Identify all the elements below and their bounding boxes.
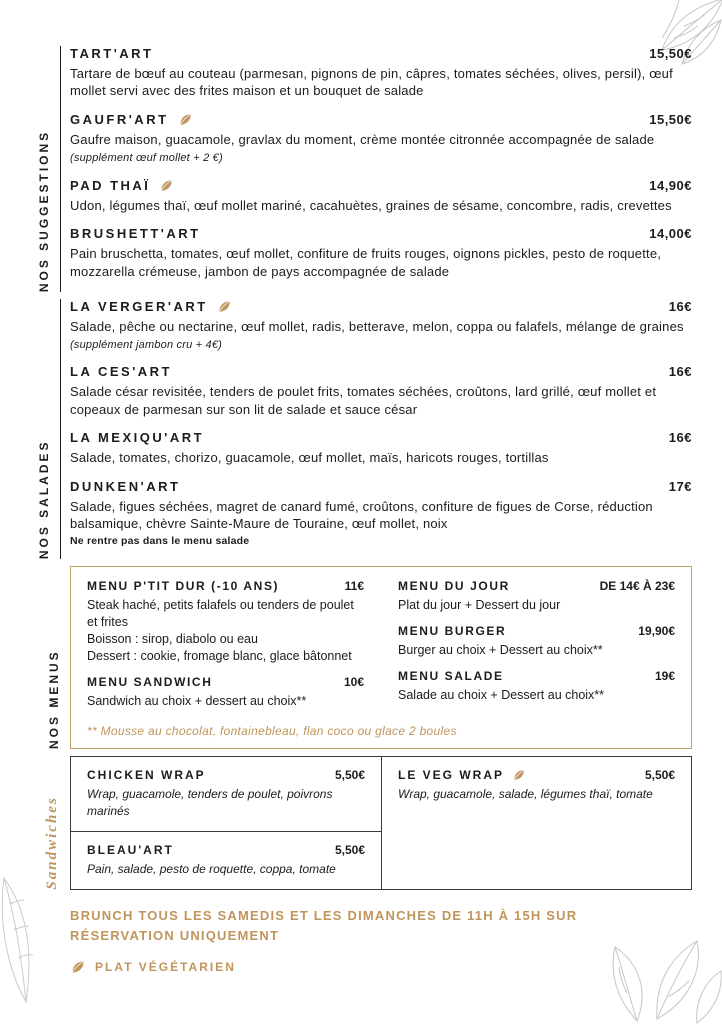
dish-name: DUNKEN'ART <box>70 478 181 494</box>
menu-item <box>70 479 692 548</box>
dish-description: Salade, figues séchées, magret de canard fumé, croûtons, confiture de figues de Corse, réduction balsamique, chèvre Sainte-Maure de Touraine, œuf mollet, noix <box>70 498 653 531</box>
dish-name: BLEAU'ART <box>87 842 174 857</box>
menu-item <box>70 112 692 166</box>
dish-description: Salade, tomates, chorizo, guacamole, œuf mollet, maïs, haricots rouges, tortillas <box>70 450 549 466</box>
formula-name: MENU P'TIT DUR (-10 ANS) <box>87 579 280 594</box>
menu-formula <box>398 579 675 614</box>
supplement-note: (supplément œuf mollet + 2 €) <box>70 152 223 165</box>
dish-name: PAD THAÏ <box>70 177 151 193</box>
dish-price: 16€ <box>668 430 692 446</box>
formula-line: Salade au choix + Dessert au choix** <box>398 688 605 703</box>
menu-item <box>70 430 692 466</box>
section-label-sandwiches: Sandwiches <box>44 796 60 890</box>
suggestions-gutter <box>0 46 70 292</box>
vegetarian-leaf-icon <box>178 112 193 127</box>
formula-price: 19€ <box>654 669 675 684</box>
section-rule <box>60 299 61 559</box>
vegetarian-leaf-icon <box>217 299 232 314</box>
sandwich-item <box>71 832 381 889</box>
vegetarian-leaf-icon <box>70 959 86 975</box>
sandwiches-box <box>70 756 692 890</box>
sandwich-item <box>382 757 691 814</box>
formula-price: 10€ <box>343 675 364 690</box>
dish-name: LA CES'ART <box>70 364 172 380</box>
section-suggestions <box>0 46 692 292</box>
dish-price: 16€ <box>668 299 692 315</box>
menu-item <box>70 46 692 100</box>
dish-price: 14,90€ <box>649 177 692 193</box>
menu-formula <box>87 675 364 710</box>
dish-description: Pain bruschetta, tomates, œuf mollet, confiture de fruits rouges, oignons pickles, pesto de roquette, mozzarella crémeuse, jambon de pays accompagnée de salade <box>70 246 662 279</box>
formula-price: 11€ <box>344 579 364 594</box>
dish-description: Wrap, guacamole, salade, légumes thaï, tomate <box>398 787 653 802</box>
sandwiches-right-column <box>381 757 691 889</box>
menus-left-column <box>87 579 364 720</box>
formula-name: MENU DU JOUR <box>398 579 510 594</box>
dish-name: LA MEXIQU'ART <box>70 430 205 446</box>
formula-line: Sandwich au choix + dessert au choix** <box>87 694 307 709</box>
dish-price: 16€ <box>668 364 692 380</box>
dish-description: Gaufre maison, guacamole, gravlax du moment, crème montée citronnée accompagnée de salade <box>70 131 655 147</box>
menu-item <box>70 299 692 352</box>
section-salades <box>0 299 692 559</box>
vegetarian-leaf-icon <box>512 768 526 782</box>
vegetarian-legend <box>70 959 662 975</box>
section-sandwiches <box>0 756 692 890</box>
menus-gutter <box>0 566 70 749</box>
dish-price: 14,00€ <box>649 226 692 242</box>
sandwiches-left-column <box>71 757 381 889</box>
menu-formula <box>398 624 675 659</box>
dish-price: 5,50€ <box>644 768 675 783</box>
menus-box <box>70 566 692 749</box>
dish-description: Pain, salade, pesto de roquette, coppa, tomate <box>87 861 336 876</box>
section-label-menus: NOS MENUS <box>47 649 61 750</box>
formula-name: MENU SALADE <box>398 669 504 684</box>
menu-item <box>70 226 692 280</box>
dish-name: BRUSHETT'ART <box>70 226 201 242</box>
menus-right-column <box>398 579 675 720</box>
dish-description: Udon, légumes thaï, œuf mollet mariné, cacahuètes, graines de sésame, concombre, radis, crevettes <box>70 197 672 213</box>
salade-menu-exclusion-note: Ne rentre pas dans le menu salade <box>70 535 250 548</box>
supplement-note: (supplément jambon cru + 4€) <box>70 338 223 351</box>
vegetarian-leaf-icon <box>159 178 174 193</box>
brunch-note: BRUNCH TOUS LES SAMEDIS ET LES DIMANCHES DE 11H À 15H SUR RÉSERVATION UNIQUEMENT <box>70 907 578 944</box>
formula-name: MENU BURGER <box>398 624 507 639</box>
formula-line: Steak haché, petits falafels ou tenders de poulet et frites <box>87 598 354 630</box>
dish-name: GAUFR'ART <box>70 111 169 127</box>
formula-line: Boisson : sirop, diabolo ou eau <box>87 632 258 647</box>
dish-price: 15,50€ <box>649 46 692 61</box>
dish-name: LA VERGER'ART <box>70 299 208 315</box>
footer <box>70 906 692 975</box>
menu-formula <box>398 669 675 704</box>
sandwiches-gutter <box>0 756 70 890</box>
dish-price: 5,50€ <box>334 768 365 783</box>
formula-line: Plat du jour + Dessert du jour <box>398 598 561 613</box>
legend-label: PLAT VÉGÉTARIEN <box>95 960 236 975</box>
dish-description: Salade, pêche ou nectarine, œuf mollet, radis, betterave, melon, coppa ou falafels, mélange de graines <box>70 319 684 335</box>
formula-price: DE 14€ À 23€ <box>599 579 675 594</box>
dish-name: LE VEG WRAP <box>398 768 505 783</box>
menu-formula <box>87 579 364 665</box>
menu-item <box>70 178 692 214</box>
dish-name: TART'ART <box>70 46 154 61</box>
section-label-salades: NOS SALADES <box>37 439 51 560</box>
section-label-suggestions: NOS SUGGESTIONS <box>37 129 51 293</box>
dish-price: 15,50€ <box>649 111 692 127</box>
dish-name: CHICKEN WRAP <box>87 768 206 783</box>
decorative-leaf-bottom-left-icon <box>0 874 75 1024</box>
dish-description: Salade césar revisitée, tenders de poulet frits, tomates séchées, croûtons, lard grillé, œuf mollet et copeaux de parmesan sur son lit de salade et sauce césar <box>70 384 657 417</box>
menu-item <box>70 364 692 418</box>
formula-name: MENU SANDWICH <box>87 675 213 690</box>
dessert-options-footnote: ** Mousse au chocolat, fontainebleau, flan coco ou glace 2 boules <box>87 724 457 739</box>
dish-price: 5,50€ <box>334 842 365 857</box>
section-menus <box>0 566 692 749</box>
sandwich-item <box>71 757 381 831</box>
dish-price: 17€ <box>668 478 692 494</box>
section-rule <box>60 46 61 292</box>
dish-description: Tartare de bœuf au couteau (parmesan, pignons de pin, câpres, tomates séchées, olives, persil), œuf mollet servi avec des frites maison et un bouquet de salade <box>70 66 673 99</box>
dish-description: Wrap, guacamole, tenders de poulet, poivrons marinés <box>87 787 333 818</box>
salades-gutter <box>0 299 70 559</box>
formula-line: Dessert : cookie, fromage blanc, glace bâtonnet <box>87 649 352 664</box>
formula-price: 19,90€ <box>638 624 675 639</box>
formula-line: Burger au choix + Dessert au choix** <box>398 643 603 658</box>
